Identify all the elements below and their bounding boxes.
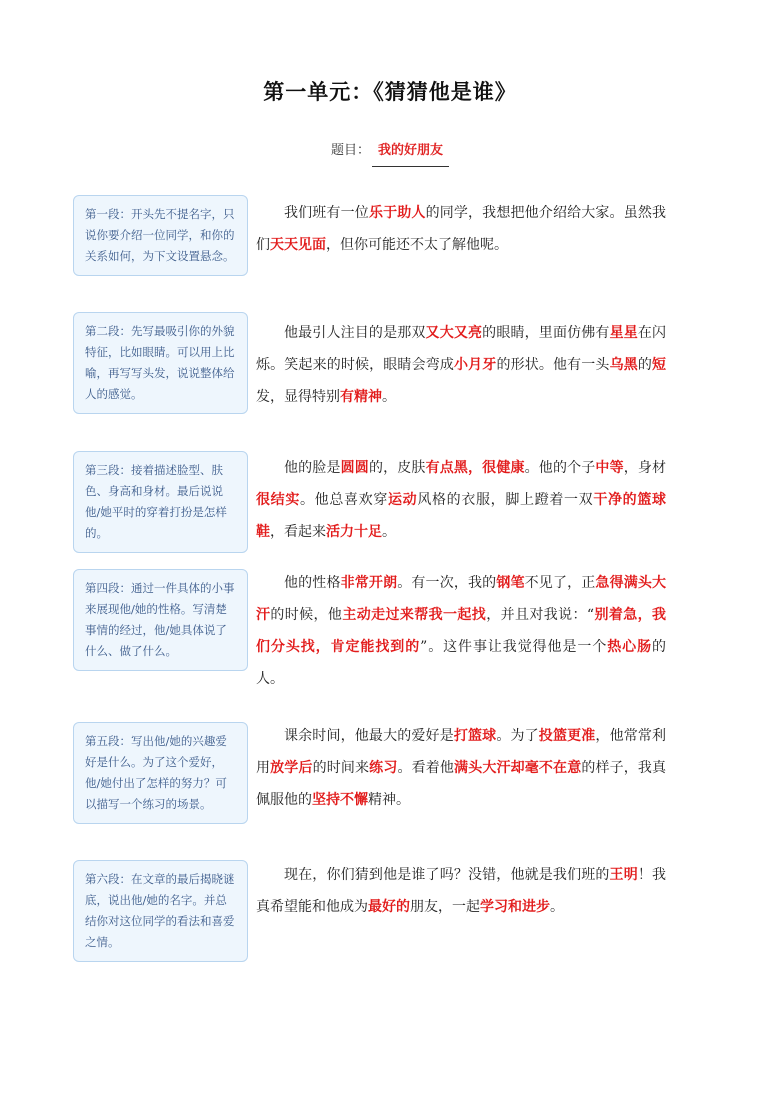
- note-box-4: 第四段：通过一件具体的小事来展现他/她的性格。写清楚事情的经过，他/她具体说了什么、做了什么。: [73, 569, 248, 671]
- text-run: 的时间来: [312, 760, 370, 776]
- highlight-phrase: 干净的篮球鞋: [256, 492, 667, 540]
- text-run: 现在，你们猜到他是谁了吗？没错，他就是我们班的: [284, 867, 610, 883]
- highlight-phrase: 中等: [595, 460, 624, 476]
- text-run: 不见了，正: [524, 575, 596, 591]
- text-run: 的时候，他: [270, 607, 343, 623]
- text-run: ，他常常利用: [256, 728, 667, 776]
- text-run: 。为了: [496, 728, 539, 744]
- text-run: 他的性格: [284, 575, 341, 591]
- text-run: ”。这件事让我觉得他是一个: [420, 639, 608, 655]
- text-run: 。他总喜欢穿: [300, 492, 388, 508]
- highlight-phrase: 运动: [388, 492, 418, 508]
- highlight-phrase: 打篮球: [453, 728, 497, 744]
- text-run: 的眼睛，里面仿佛有: [482, 325, 610, 341]
- text-run: 在闪烁。笑起来的时候，眼睛会弯成: [256, 325, 667, 373]
- note-box-6: 第六段：在文章的最后揭晓谜底，说出他/她的名字。并总结你对这位同学的看法和喜爱之情。: [73, 860, 248, 962]
- text-run: 朋友，一起: [410, 899, 480, 915]
- highlight-phrase: 又大又亮: [425, 325, 483, 341]
- text-run: 他最引人注目的是那双: [284, 325, 426, 341]
- highlight-phrase: 有精神: [340, 389, 382, 405]
- text-run: 。有一次，我的: [397, 575, 497, 591]
- highlight-phrase: 乌黑: [609, 357, 638, 373]
- note-box-5: 第五段：写出他/她的兴趣爱好是什么。为了这个爱好，他/她付出了怎样的努力？可以描写一个练习的场景。: [73, 722, 248, 824]
- highlight-phrase: 短: [652, 357, 667, 373]
- highlight-phrase: 小月牙: [454, 357, 497, 373]
- highlight-phrase: 圆圆: [340, 460, 369, 476]
- paragraph-1: [256, 197, 666, 261]
- text-run: 。: [382, 524, 396, 540]
- highlight-phrase: 乐于助人: [368, 205, 426, 221]
- page-title: 第一单元：《猜猜他是谁》: [263, 79, 517, 104]
- highlight-phrase: 天天见面: [270, 237, 326, 253]
- highlight-phrase: 活力十足: [326, 524, 382, 540]
- note-box-1: 第一段：开头先不提名字，只说你要介绍一位同学，和你的关系如何，为下文设置悬念。: [73, 195, 248, 276]
- text-run: 课余时间，他最大的爱好是: [284, 728, 454, 744]
- text-run: 。: [550, 899, 564, 915]
- note-box-2: 第二段：先写最吸引你的外貌特征，比如眼睛。可以用上比喻，再写写头发，说说整体给人的感觉。: [73, 312, 248, 414]
- highlight-phrase: 钢笔: [496, 575, 525, 591]
- highlight-phrase: 最好的: [368, 899, 410, 915]
- highlight-phrase: 急得满头大汗: [256, 575, 667, 623]
- paragraph-3: [256, 452, 666, 548]
- highlight-phrase: 练习: [369, 760, 398, 776]
- paragraph-6: [256, 859, 666, 923]
- text-run: 我们班有一位: [284, 205, 369, 221]
- text-run: 的形状。他有一头: [496, 357, 610, 373]
- note-box-3: 第三段：接着描述脸型、肤色、身高和身材。最后说说他/她平时的穿着打扮是怎样的。: [73, 451, 248, 553]
- paragraph-5: [256, 720, 666, 816]
- highlight-phrase: 热心肠: [607, 639, 653, 655]
- text-run: 的: [637, 357, 653, 373]
- text-run: 的同学，我想把他介绍给大家。虽然我们: [256, 205, 667, 253]
- highlight-phrase: 放学后: [270, 760, 313, 776]
- text-run: ，但你可能还不太了解他呢。: [326, 237, 508, 253]
- text-run: 的样子，我真佩服他的: [256, 760, 667, 808]
- highlight-phrase: 坚持不懈: [312, 792, 368, 808]
- highlight-phrase: 很结实: [256, 492, 300, 508]
- text-run: ，看起来: [270, 524, 326, 540]
- text-run: 。: [382, 389, 396, 405]
- text-run: 的人。: [256, 639, 667, 687]
- highlight-phrase: 别着急，我们分头找，肯定能找到的: [256, 607, 667, 655]
- text-run: ，并且对我说：“: [486, 607, 595, 623]
- text-run: 。他的个子: [524, 460, 596, 476]
- topic-line: [0, 139, 780, 167]
- text-run: 风格的衣服，脚上蹬着一双: [417, 492, 594, 508]
- highlight-phrase: 学习和进步: [480, 899, 550, 915]
- text-run: 精神。: [368, 792, 410, 808]
- topic-value: 我的好朋友: [372, 139, 449, 167]
- text-run: ，身材: [623, 460, 667, 476]
- text-run: 发，显得特别: [256, 389, 340, 405]
- highlight-phrase: 满头大汗却毫不在意: [454, 760, 582, 776]
- highlight-phrase: 王明: [609, 867, 638, 883]
- paragraph-4: [256, 567, 666, 695]
- highlight-phrase: 有点黑，很健康: [425, 460, 525, 476]
- text-run: 他的脸是: [284, 460, 341, 476]
- highlight-phrase: 星星: [609, 325, 638, 341]
- highlight-phrase: 非常开朗: [340, 575, 398, 591]
- text-run: 的，皮肤: [368, 460, 426, 476]
- text-run: 。看着他: [397, 760, 455, 776]
- highlight-phrase: 投篮更准: [538, 728, 596, 744]
- text-run: ！我真希望能和他成为: [256, 867, 667, 915]
- highlight-phrase: 主动走过来帮我一起找: [342, 607, 487, 623]
- topic-label: 题目：: [330, 143, 370, 158]
- paragraph-2: [256, 317, 666, 413]
